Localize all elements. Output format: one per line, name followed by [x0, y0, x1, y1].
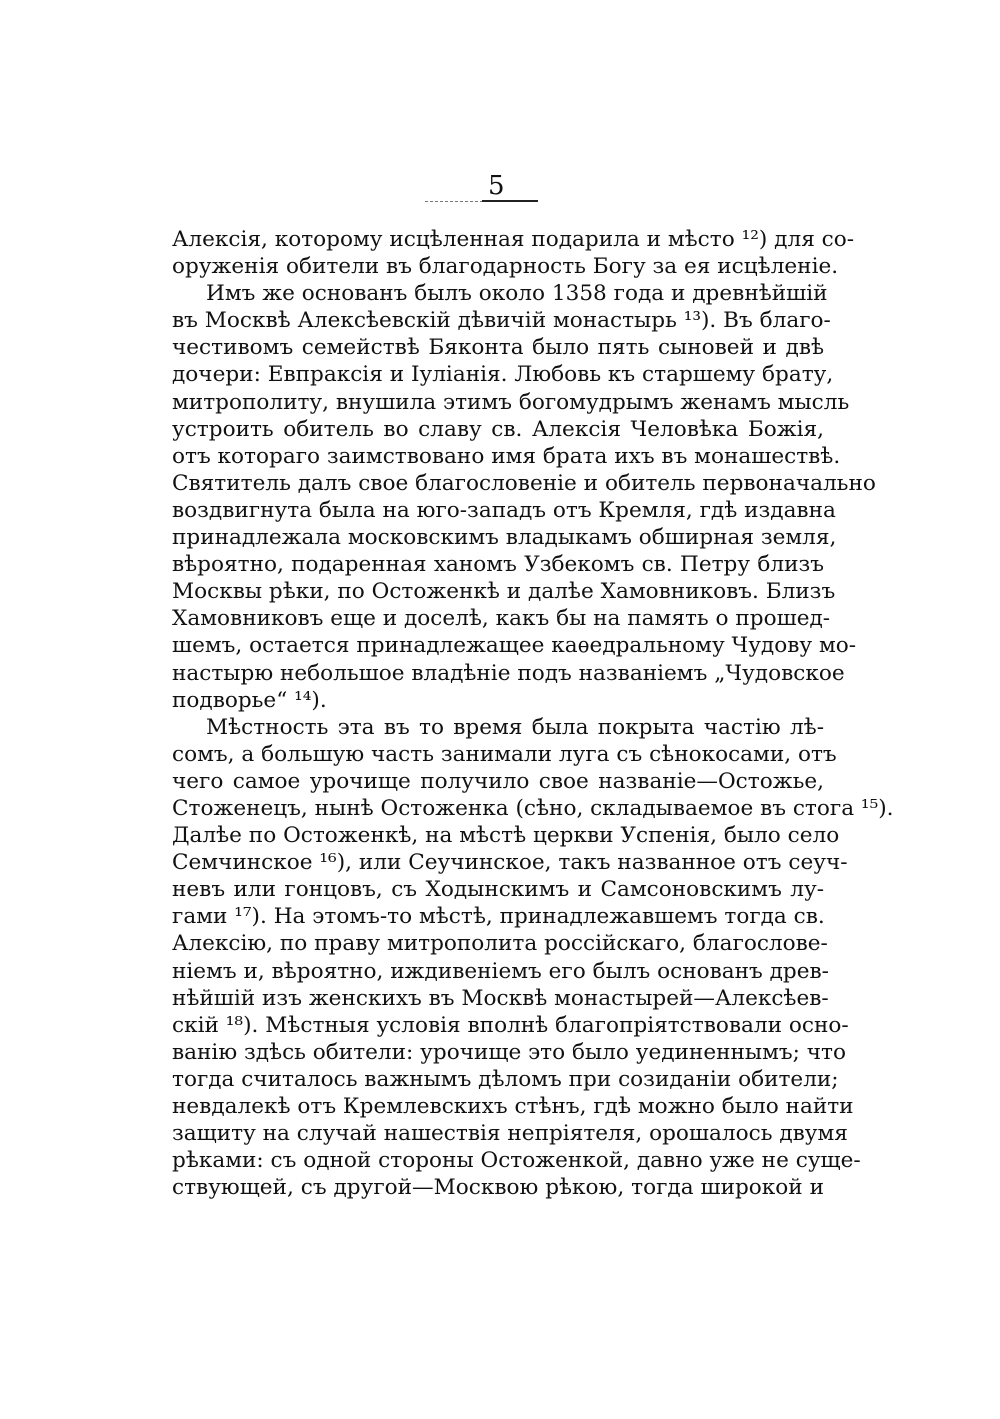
paragraph — [172, 280, 876, 714]
paragraph — [172, 226, 855, 280]
text-line: устроить обитель во славу св. Алексія Человѣка Божія, — [172, 416, 824, 442]
paragraph — [172, 714, 894, 1202]
text-line: воздвигнута была на юго-западъ отъ Кремля, гдѣ издавна — [172, 497, 836, 523]
text-line: нѣйшій изъ женскихъ въ Москвѣ монастырей—Алексѣев- — [172, 985, 829, 1011]
text-line: настырю небольшое владѣніе подъ названіемъ „Чудовское — [172, 660, 845, 686]
text-line: ванію здѣсь обители: урочище это было уединеннымъ; что — [172, 1039, 846, 1065]
text-line: подворье“ ¹⁴). — [172, 687, 327, 713]
text-line: ніемъ и, вѣроятно, иждивеніемъ его былъ основанъ древ- — [172, 958, 829, 984]
text-line: отъ котораго заимствовано имя брата ихъ въ монашествѣ. — [172, 443, 841, 469]
text-line: Москвы рѣки, по Остоженкѣ и далѣе Хамовниковъ. Близъ — [172, 579, 836, 605]
text-line: дочери: Евпраксія и Іуліанія. Любовь къ старшему брату, — [172, 362, 834, 388]
text-line: Стоженецъ, нынѣ Остоженка (сѣно, складываемое въ стога ¹⁵). — [172, 795, 894, 821]
text-line: въ Москвѣ Алексѣевскій дѣвичій монастырь ¹³). Въ благо- — [172, 308, 831, 334]
text-line: скій ¹⁸). Мѣстныя условія вполнѣ благопріятствовали осно- — [172, 1012, 849, 1038]
text-line: невъ или гонцовъ, съ Ходынскимъ и Самсоновскимъ лу- — [172, 877, 824, 903]
text-line: Имъ же основанъ былъ около 1358 года и древнѣйшій — [206, 281, 828, 307]
body-text — [172, 226, 894, 1201]
text-line: Семчинское ¹⁶), или Сеучинское, такъ названное отъ сеуч- — [172, 850, 848, 876]
text-line: защиту на случай нашествія непріятеля, орошалось двумя — [172, 1121, 848, 1147]
text-line: Алексію, по праву митрополита россійскаго, благослове- — [172, 931, 828, 957]
text-line: гами ¹⁷). На этомъ-то мѣстѣ, принадлежавшемъ тогда св. — [172, 904, 825, 930]
text-line: честивомъ семействѣ Бяконта было пять сыновей и двѣ — [172, 335, 824, 361]
text-line: митрополиту, внушила этимъ богомудрымъ женамъ мысль — [172, 389, 850, 415]
text-line: Алексія, которому исцѣленная подарила и мѣсто ¹²) для со- — [172, 227, 855, 252]
header-rule-left — [425, 201, 483, 202]
text-line: принадлежала московскимъ владыкамъ обширная земля, — [172, 525, 837, 551]
page-number: 5 — [488, 171, 505, 201]
text-line: Мѣстность эта въ то время была покрыта частію лѣ- — [206, 714, 824, 740]
text-line: вѣроятно, подаренная ханомъ Узбекомъ св. Петру близъ — [172, 552, 824, 578]
text-line: Хамовниковъ еще и доселѣ, какъ бы на память о прошед- — [172, 606, 831, 632]
text-line: шемъ, остается принадлежащее каѳедральному Чудову мо- — [172, 633, 857, 659]
text-line: рѣками: съ одной стороны Остоженкой, давно уже не суще- — [172, 1148, 861, 1174]
text-line: тогда считалось важнымъ дѣломъ при созиданіи обители; — [172, 1066, 839, 1092]
text-line: чего самое урочище получило свое названіе—Остожье, — [172, 768, 824, 794]
text-line: Святитель далъ свое благословеніе и обитель первоначально — [172, 470, 876, 496]
text-line: ствующей, съ другой—Москвою рѣкою, тогда широкой и — [172, 1175, 824, 1201]
text-line: Далѣе по Остоженкѣ, на мѣстѣ церкви Успенія, было село — [172, 823, 840, 849]
text-line: сомъ, а большую часть занимали луга съ сѣнокосами, отъ — [172, 741, 837, 767]
page-header — [0, 168, 1000, 208]
text-line: оруженія обители въ благодарность Богу за ея исцѣленіе. — [172, 254, 839, 280]
text-line: невдалекѣ отъ Кремлевскихъ стѣнъ, гдѣ можно было найти — [172, 1094, 854, 1119]
